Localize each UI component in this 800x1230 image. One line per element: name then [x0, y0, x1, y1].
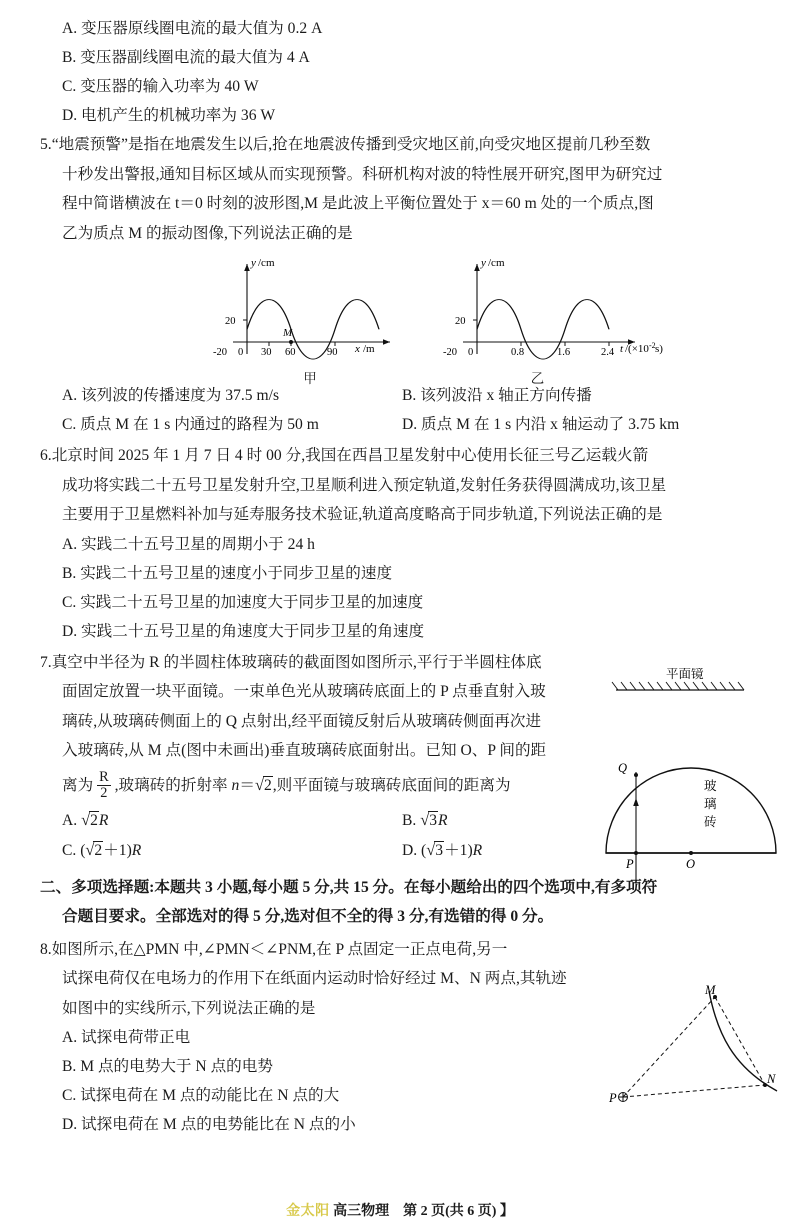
svg-text:s): s)	[655, 343, 663, 355]
q5-figures	[40, 254, 766, 386]
q8-option-a: A. 试探电荷带正电	[62, 1029, 191, 1046]
question-4-options	[40, 14, 766, 130]
svg-text:y: y	[251, 257, 256, 269]
page-footer	[0, 1200, 800, 1220]
q7-option-a: A. √2R	[62, 809, 109, 829]
q6-line-1: 北京时间 2025 年 1 月 7 日 4 时 00 分,我国在西昌卫星发射中心使用长征三号乙运载火箭	[51, 447, 649, 464]
svg-text:M: M	[283, 327, 293, 339]
svg-text:0.8: 0.8	[511, 347, 525, 358]
page-content	[40, 14, 766, 1139]
question-5	[40, 130, 766, 439]
q5-option-b: B. 该列波沿 x 轴正方向传播	[402, 387, 592, 404]
q7-line-3: 璃砖,从玻璃砖侧面上的 Q 点射出,经平面镜反射后从玻璃砖侧面再次进	[62, 712, 542, 730]
q6-line-2: 成功将实践二十五号卫星发射升空,卫星顺利进入预定轨道,发射任务获得圆满成功,该卫星	[62, 476, 667, 494]
svg-text:-2: -2	[649, 341, 656, 350]
q5-option-c: C. 质点 M 在 1 s 内通过的路程为 50 m	[62, 416, 319, 433]
q7-option-d: D. (√3＋1)R	[402, 839, 483, 859]
q4-option-d: D. 电机产生的机械功率为 36 W	[62, 107, 276, 124]
svg-text:20: 20	[225, 316, 236, 327]
q7-line-2: 面固定放置一块平面镜。一束单色光从玻璃砖底面上的 P 点垂直射入玻	[62, 683, 546, 700]
q7-line-4: 入玻璃砖,从 M 点(图中未画出)垂直玻璃砖底面射出。已知 O、P 间的距	[62, 742, 547, 759]
q8-number: 8.	[40, 940, 52, 958]
svg-text:y: y	[481, 257, 486, 269]
svg-text:90: 90	[327, 347, 338, 358]
q5-figure-yi	[435, 254, 665, 387]
q8-option-d: D. 试探电荷在 M 点的电势能比在 N 点的小	[62, 1116, 356, 1133]
q5-line-3: 程中简谐横波在 t＝0 时刻的波形图,M 是此波上平衡位置处于 x＝60 m 处的一个质点,图	[62, 195, 654, 212]
q8-label-P: P	[609, 1091, 617, 1105]
q5-line-4: 乙为质点 M 的振动图像,下列说法正确的是	[62, 224, 353, 242]
q7-line-5: 离为 $\frac{R}{2}$ ,玻璃砖的折射率 n＝√2,则平面镜与玻璃砖底面间的距离为	[62, 769, 511, 802]
svg-text:2.4: 2.4	[601, 347, 615, 358]
svg-text:0: 0	[468, 347, 474, 358]
q5-option-d: D. 质点 M 在 1 s 内沿 x 轴运动了 3.75 km	[402, 416, 680, 433]
q7-label-O: O	[686, 857, 696, 871]
svg-text:/cm: /cm	[488, 257, 505, 269]
q5-caption-jia: 甲	[303, 371, 317, 386]
q7-label-P: P	[626, 857, 634, 871]
svg-text:20: 20	[455, 316, 466, 327]
q7-option-c: C. (√2＋1)R	[62, 839, 142, 859]
q8-option-c: C. 试探电荷在 M 点的动能比在 N 点的大	[62, 1087, 340, 1104]
q7-label-Q: Q	[618, 761, 628, 775]
q6-option-a: A. 实践二十五号卫星的周期小于 24 h	[62, 535, 315, 553]
q8-line-1: 如图所示,在△PMN 中,∠PMN＜∠PNM,在 P 点固定一正点电荷,另一	[51, 940, 508, 958]
watermark-logo: 金太阳	[286, 1204, 330, 1219]
section-2-line-2: 合题目要求。全部选对的得 5 分,选对但不全的得 3 分,有选错的得 0 分。	[62, 907, 554, 925]
q7-figure	[594, 668, 794, 898]
q5-line-1: “地震预警”是指在地震发生以后,抢在地震波传播到受灾地区前,向受灾地区提前几秒至数	[51, 136, 651, 153]
q8-figure	[605, 985, 790, 1120]
q5-options-row-2	[40, 410, 730, 439]
q4-option-a: A. 变压器原线圈电流的最大值为 0.2 A	[62, 20, 323, 37]
q7-brick-label-3: 砖	[704, 815, 717, 829]
q6-line-3: 主要用于卫星燃料补加与延寿服务技术验证,轨道高度略高于同步轨道,下列说法正确的是	[62, 506, 663, 523]
q6-option-c: C. 实践二十五号卫星的加速度大于同步卫星的加速度	[62, 593, 424, 611]
q8-stem	[40, 935, 600, 1024]
q5-number: 5.	[40, 136, 52, 153]
q6-number: 6.	[40, 447, 52, 464]
q7-mirror-label: 平面镜	[666, 668, 704, 681]
q5-option-a: A. 该列波的传播速度为 37.5 m/s	[62, 387, 280, 404]
q8-option-b: B. M 点的电势大于 N 点的电势	[62, 1058, 273, 1075]
svg-text:1.6: 1.6	[557, 347, 571, 358]
svg-text:t: t	[620, 343, 624, 355]
footer-subject: 高三物理	[333, 1204, 390, 1219]
q5-line-2: 十秒发出警报,通知目标区域从而实现预警。科研机构对波的特性展开研究,图甲为研究过	[62, 165, 663, 183]
q7-number: 7.	[40, 653, 52, 671]
svg-text:x: x	[355, 343, 360, 355]
footer-page: 第 2 页(共 6 页)	[403, 1204, 497, 1219]
svg-text:0: 0	[238, 347, 244, 358]
q7-option-b: B. √3R	[402, 809, 448, 829]
section-2-line-1: 二、多项选择题:本题共 3 小题,每小题 5 分,共 15 分。在每小题给出的四个选项中,有多项符	[40, 878, 658, 896]
q5-figure-jia	[205, 254, 415, 387]
q5-caption-yi: 乙	[530, 371, 545, 386]
svg-text:60: 60	[285, 347, 296, 358]
question-6	[40, 441, 766, 646]
q5-stem	[40, 130, 766, 248]
svg-text:/cm: /cm	[258, 257, 275, 269]
q7-brick-label-2: 璃	[704, 797, 717, 811]
svg-text:-20: -20	[443, 347, 457, 358]
q8-label-N: N	[767, 1072, 776, 1086]
q4-option-b: B. 变压器副线圈电流的最大值为 4 A	[62, 49, 310, 66]
q7-line-1: 真空中半径为 R 的半圆柱体玻璃砖的截面图如图所示,平行于半圆柱体底	[51, 653, 542, 671]
footer-bracket: 】	[499, 1204, 514, 1219]
q6-option-d: D. 实践二十五号卫星的角速度大于同步卫星的角速度	[62, 622, 425, 640]
q6-stem	[40, 441, 766, 530]
q8-line-3: 如图中的实线所示,下列说法正确的是	[62, 999, 316, 1017]
q4-option-c: C. 变压器的输入功率为 40 W	[62, 78, 259, 95]
q8-line-2: 试探电荷仅在电场力的作用下在纸面内运动时恰好经过 M、N 两点,其轨迹	[62, 970, 567, 987]
q7-brick-label-1: 玻	[704, 779, 717, 793]
svg-text:30: 30	[261, 347, 272, 358]
q6-option-b: B. 实践二十五号卫星的速度小于同步卫星的速度	[62, 564, 393, 582]
q7-stem	[40, 648, 640, 805]
q8-label-M: M	[705, 985, 716, 997]
svg-text:/m: /m	[363, 343, 375, 355]
svg-text:/(×10: /(×10	[625, 343, 649, 355]
svg-text:-20: -20	[213, 347, 227, 358]
